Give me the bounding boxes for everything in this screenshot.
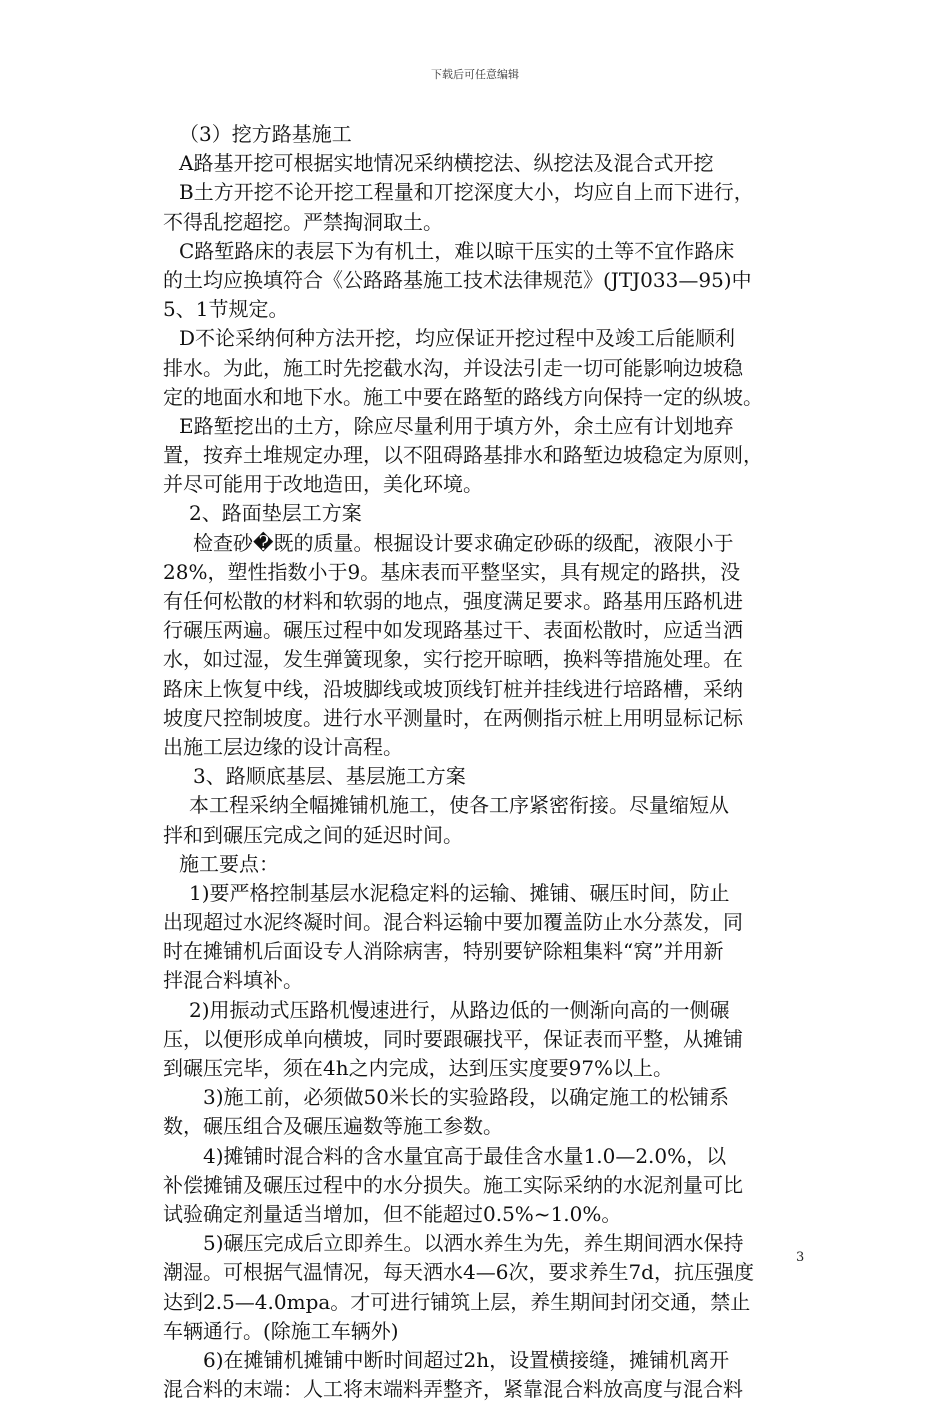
text-line: 4)摊铺时混合料的含水量宜高于最佳含水量1.0—2.0%，以 bbox=[203, 1143, 727, 1168]
text-line: 28%，塑性指数小于9。基床表而平整坚实，具有规定的路拱，没 bbox=[163, 559, 741, 584]
header-note: 下载后可任意编辑 bbox=[431, 68, 519, 81]
text-line: 拌和到碾压完成之间的延迟时间。 bbox=[163, 822, 463, 847]
text-line: A路基开挖可根据实地情况采纳横挖法、纵挖法及混合式开挖 bbox=[179, 151, 714, 176]
text-line: 出现超过水泥终凝时间。混合料运输中要加覆盖防止水分蒸发，同 bbox=[163, 910, 743, 935]
text-line: 5、1节规定。 bbox=[163, 297, 289, 322]
text-line: 坡度尺控制坡度。进行水平测量时，在两侧指示桩上用明显标记标 bbox=[163, 705, 743, 730]
text-line: 2、路面垫层工方案 bbox=[189, 501, 362, 526]
text-line: 1)要严格控制基层水泥稳定料的运输、摊铺、碾压时间，防止 bbox=[189, 880, 730, 905]
text-line: 拌混合料填补。 bbox=[163, 968, 303, 993]
text-line: 检查砂�既的质量。根掘设计要求确定砂砾的级配，液限小于 bbox=[193, 530, 734, 555]
text-line: 补偿摊铺及碾压过程中的水分损失。施工实际采纳的水泥剂量可比 bbox=[163, 1172, 743, 1197]
text-line: 达到2.5—4.0mpa。才可进行铺筑上层，养生期间封闭交通，禁止 bbox=[163, 1289, 751, 1314]
text-line: 排水。为此，施工时先挖截水沟，并设法引走一切可能影响边坡稳 bbox=[163, 355, 743, 380]
text-line: 压，以便形成单向横坡，同时要跟碾找平，保证表而平整，从摊铺 bbox=[163, 1026, 743, 1051]
text-line: 不得乱挖超挖。严禁掏洞取土。 bbox=[163, 209, 443, 234]
text-line: 到碾压完毕，须在4h之内完成，达到压实度要97%以上。 bbox=[163, 1056, 674, 1080]
page-number: 3 bbox=[796, 1250, 805, 1265]
text-line: 时在摊铺机后面设专人消除病害，特别要铲除粗集料“窝”并用新 bbox=[163, 939, 724, 964]
text-line: 出施工层边缘的设计高程。 bbox=[163, 734, 403, 759]
text-line: E路堑挖出的土方，除应尽量利用于填方外，余土应有计划地弃 bbox=[179, 413, 734, 438]
text-line: 潮湿。可根据气温情况，每天洒水4—6次，要求养生7d，抗压强度 bbox=[163, 1260, 754, 1285]
text-line: 混合料的末端：人工将末端料弄整齐，紧靠混合料放高度与混合料 bbox=[163, 1377, 743, 1402]
text-line: B土方开挖不论开挖工程量和丌挖深度大小，均应自上而下进行， bbox=[179, 180, 754, 205]
text-line: 定的地面水和地下水。施工中要在路堑的路线方向保持一定的纵坡。 bbox=[163, 384, 763, 409]
text-line: 3、路顺底基层、基层施工方案 bbox=[193, 764, 466, 789]
document-body bbox=[163, 120, 813, 1404]
text-line: 水，如过湿，发生弹簧现象，实行挖开晾晒，换料等措施处理。在 bbox=[163, 647, 743, 672]
text-line: （3）挖方路基施工 bbox=[179, 122, 352, 146]
text-line: 5)碾压完成后立即养生。以洒水养生为先，养生期间洒水保持 bbox=[203, 1231, 744, 1256]
text-line: 并尽可能用于改地造田，美化环境。 bbox=[163, 472, 483, 497]
text-line: 试验确定剂量适当增加，但不能超过0.5%~1.0%。 bbox=[163, 1201, 622, 1226]
text-line: 置，按弃土堆规定办理，以不阻碍路基排水和路堑边坡稳定为原则， bbox=[163, 443, 763, 468]
text-line: 6)在摊铺机摊铺中断时间超过2h，设置横接缝，摊铺机离开 bbox=[203, 1347, 730, 1372]
text-line: 数，碾压组合及碾压遍数等施工参数。 bbox=[163, 1114, 503, 1139]
text-line: 有任何松散的材料和软弱的地点，强度满足要求。路基用压路机进 bbox=[163, 589, 743, 613]
text-line: C路堑路床的表层下为有机土，难以晾干压实的土等不宜作路床 bbox=[179, 238, 735, 263]
text-line: 车辆通行。(除施工车辆外) bbox=[163, 1318, 399, 1343]
text-line: 行碾压两遍。碾压过程中如发现路基过干、表面松散时，应适当洒 bbox=[163, 618, 743, 643]
text-line: D不论采纳何种方法开挖，均应保证开挖过程中及竣工后能顺利 bbox=[179, 326, 736, 351]
text-line: 本工程采纳全幅摊铺机施工，使各工序紧密衔接。尽量缩短从 bbox=[189, 793, 729, 818]
text-line: 的土均应换填符合《公路路基施工技术法律规范》(JTJ033—95)中 bbox=[163, 267, 752, 292]
text-line: 施工要点： bbox=[179, 851, 279, 876]
text-line: 路床上恢复中线，沿坡脚线或坡顶线钉桩并挂线进行培路槽，采纳 bbox=[163, 676, 743, 701]
text-line: 3)施工前，必须做50米长的实验路段，以确定施工的松铺系 bbox=[203, 1085, 729, 1110]
text-line: 2)用振动式压路机慢速进行，从路边低的一侧渐向高的一侧碾 bbox=[189, 997, 730, 1022]
